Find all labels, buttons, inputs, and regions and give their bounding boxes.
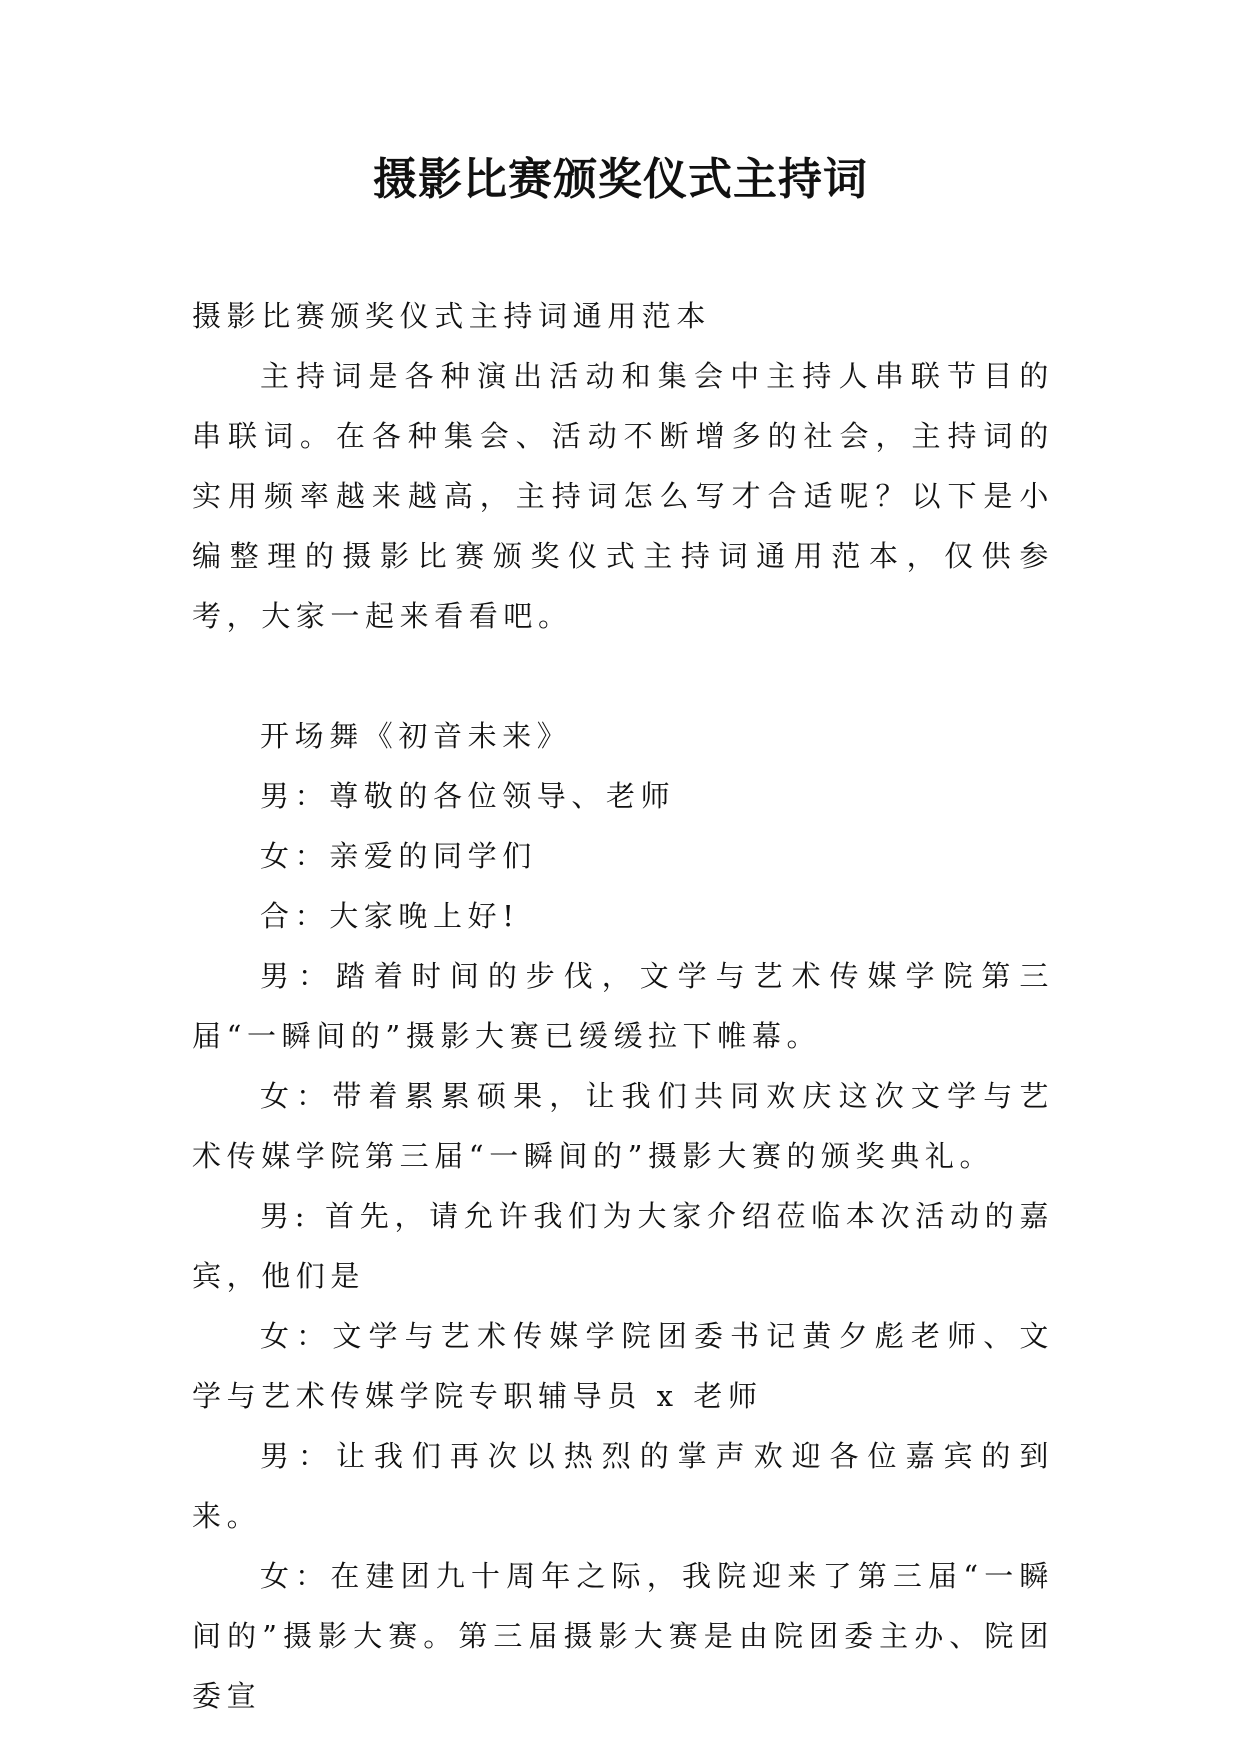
paragraph: 合：大家晚上好! <box>260 899 520 933</box>
paragraph: 男：让我们再次以热烈的掌声欢迎各位嘉宾的到来。 <box>192 1439 1054 1533</box>
paragraph: 女：在建团九十周年之际，我院迎来了第三届“一瞬间的”摄影大赛。第三届摄影大赛是由院团委主办、院团委宣 <box>192 1559 1054 1713</box>
document-title: 摄影比赛颁奖仪式主持词 <box>373 154 868 205</box>
paragraph: 女：亲爱的同学们 <box>260 839 537 873</box>
paragraph-gap <box>192 646 1054 706</box>
intro-paragraph: 主持词是各种演出活动和集会中主持人串联节目的串联词。在各种集会、活动不断增多的社会，主持词的实用频率越来越高，主持词怎么写才合适呢？以下是小编整理的摄影比赛颁奖仪式主持词通用范本，仅供参考，大家一起来看看吧。 <box>192 359 1054 633</box>
document-subtitle: 摄影比赛颁奖仪式主持词通用范本 <box>192 299 712 333</box>
paragraph: 男：踏着时间的步伐，文学与艺术传媒学院第三届“一瞬间的”摄影大赛已缓缓拉下帷幕。 <box>192 959 1054 1053</box>
paragraph: 开场舞《初音未来》 <box>260 719 572 753</box>
paragraph: 男: 首先，请允许我们为大家介绍莅临本次活动的嘉宾，他们是 <box>192 1199 1054 1293</box>
paragraph: 女：文学与艺术传媒学院团委书记黄夕彪老师、文学与艺术传媒学院专职辅导员 x 老师 <box>192 1319 1054 1413</box>
paragraph: 男：尊敬的各位领导、老师 <box>260 779 676 813</box>
paragraph: 女：带着累累硕果，让我们共同欢庆这次文学与艺术传媒学院第三届“一瞬间的”摄影大赛的颁奖典礼。 <box>192 1079 1054 1173</box>
document-body <box>192 286 1054 1726</box>
